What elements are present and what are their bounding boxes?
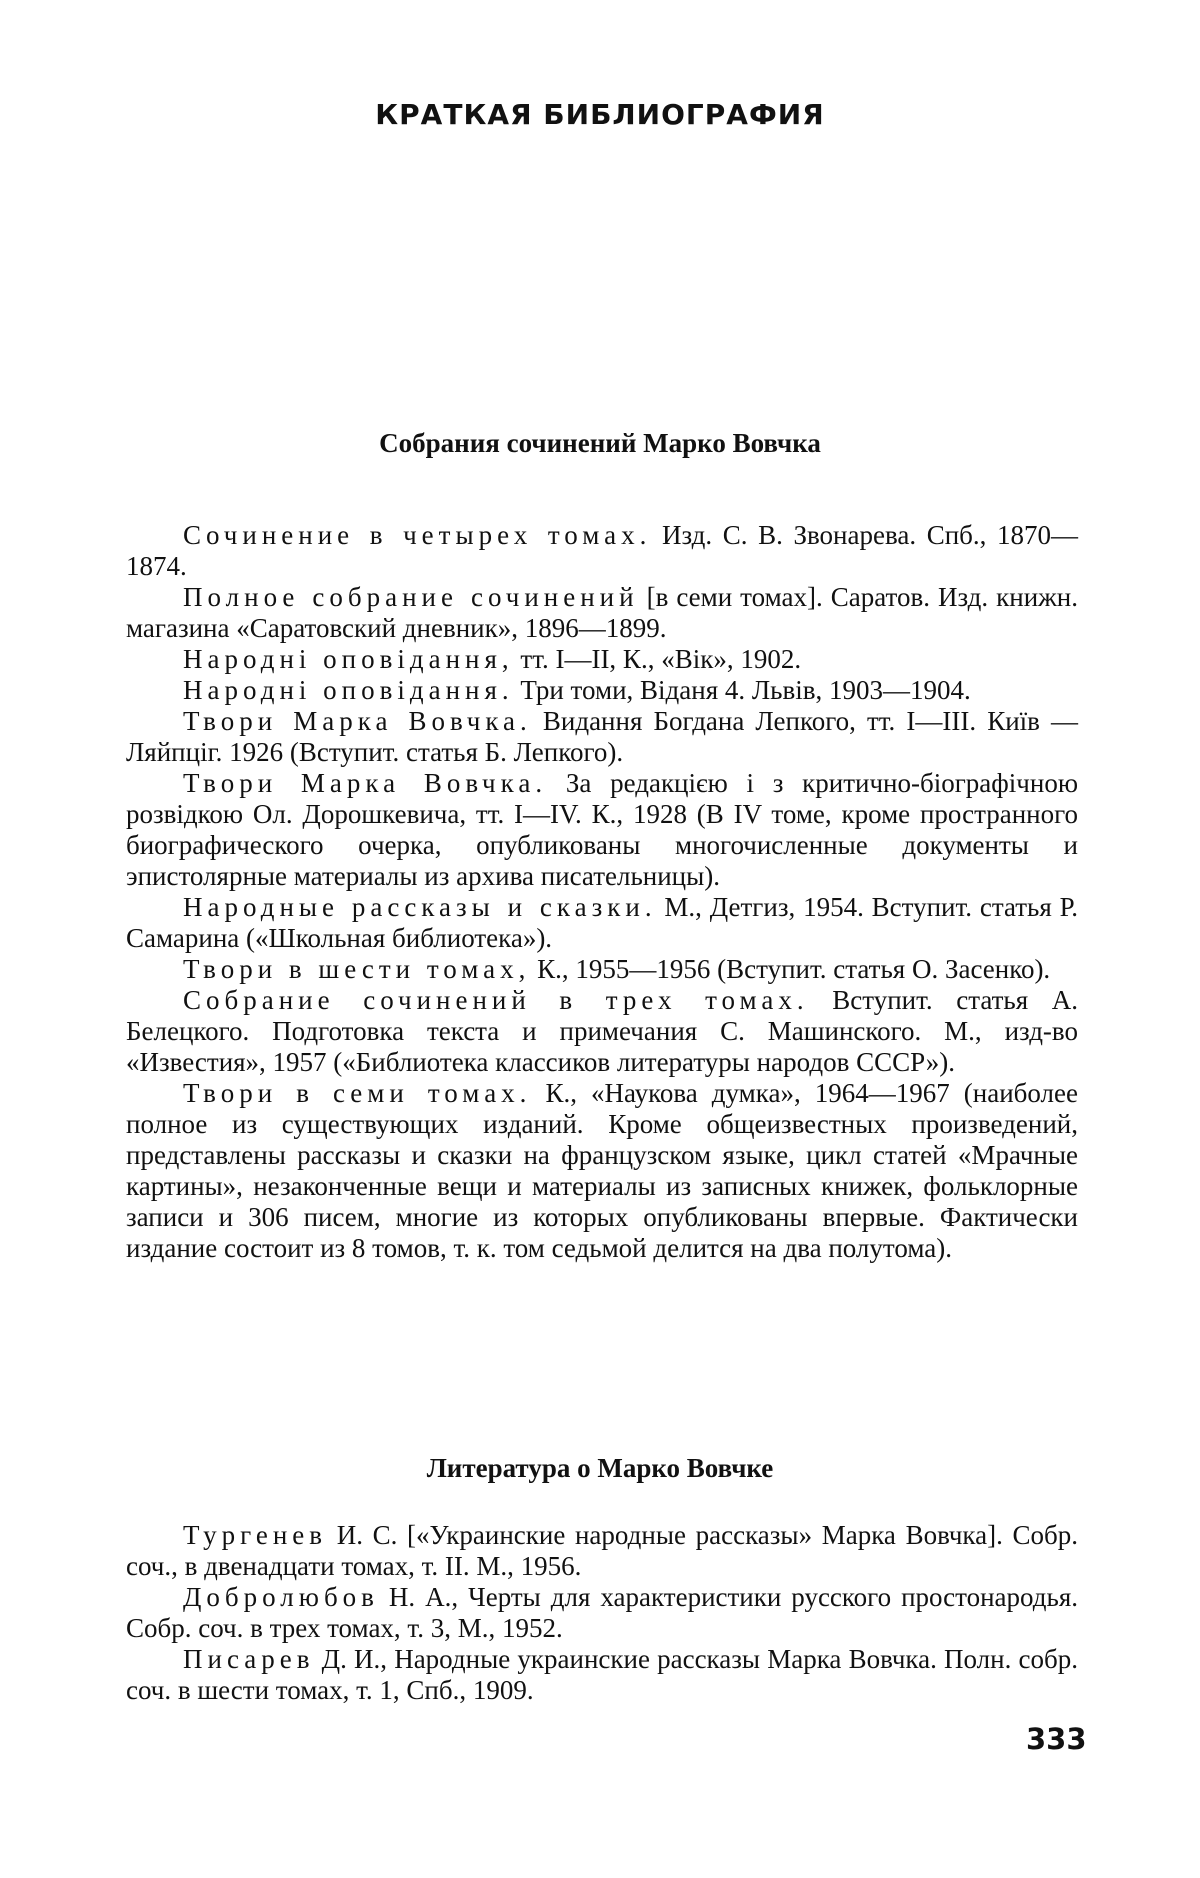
bibliography-entry: Писарев Д. И., Народные украинские рассказы Марка Вовчка. Полн. собр. соч. в шести томах, т. 1, Спб., 1909. [126,1644,1078,1705]
bibliography-entry: Тургенев И. С. [«Украинские народные рассказы» Марка Вовчка]. Собр. соч., в двенадцати томах, т. II. М., 1956. [126,1520,1078,1581]
bibliography-entry: Полное собрание сочинений [в семи томах]. Саратов. Изд. книжн. магазина «Саратовский дневник», 1896—1899. [126,582,1078,643]
bibliography-entry: Народні оповідання, тт. I—II, К., «Вік», 1902. [183,644,802,674]
bibliography-entry: Сочинение в четырех томах. Изд. С. В. Звонарева. Спб., 1870—1874. [126,520,1078,581]
bibliography-entry: Собрание сочинений в трех томах. Вступит. статья А. Белецкого. Подготовка текста и примечания С. Машинского. М., изд-во «Известия», 1957 («Библиотека классиков литературы народов СССР»). [126,985,1078,1077]
bibliography-list-works [126,520,1078,1264]
bibliography-entry: Твори в шести томах, К., 1955—1956 (Вступит. статья О. Засенко). [183,954,1051,984]
bibliography-entry: Твори Марка Вовчка. За редакцією і з критично-біографічною розвідкою Ол. Дорошкевича, тт. I—IV. К., 1928 (В IV томе, кроме пространного биографического очерка, опубликованы многочисленные документы и эпистолярные материалы из архива писательницы). [126,768,1078,891]
page-heading: КРАТКАЯ БИБЛИОГРАФИЯ [375,98,825,131]
bibliography-entry: Твори Марка Вовчка. Видання Богдана Лепкого, тт. I—III. Київ — Ляйпціг. 1926 (Вступит. статья Б. Лепкого). [126,706,1078,767]
section-title-literature: Литература о Марко Вовчке [426,1453,774,1483]
bibliography-list-literature [126,1520,1078,1706]
section-title-works: Собрания сочинений Марко Вовчка [379,428,821,458]
bibliography-entry: Твори в семи томах. К., «Наукова думка», 1964—1967 (наиболее полное из существующих изданий. Кроме общеизвестных произведений, представлены рассказы и сказки на французском языке, цикл статей «Мрачные картины», незаконченные вещи и материалы из записных книжек, фольклорные записи и 306 писем, многие из которых опубликованы впервые. Фактически издание состоит из 8 томов, т. к. том седьмой делится на два полутома). [126,1078,1078,1263]
page-number: 333 [1026,1722,1087,1756]
bibliography-entry: Народні оповідання. Три томи, Віданя 4. Львів, 1903—1904. [183,675,971,705]
bibliography-entry: Народные рассказы и сказки. М., Детгиз, 1954. Вступит. статья Р. Самарина («Школьная библиотека»). [126,892,1079,953]
bibliography-entry: Добролюбов Н. А., Черты для характеристики русского простонародья. Собр. соч. в трех томах, т. 3, М., 1952. [126,1582,1078,1643]
